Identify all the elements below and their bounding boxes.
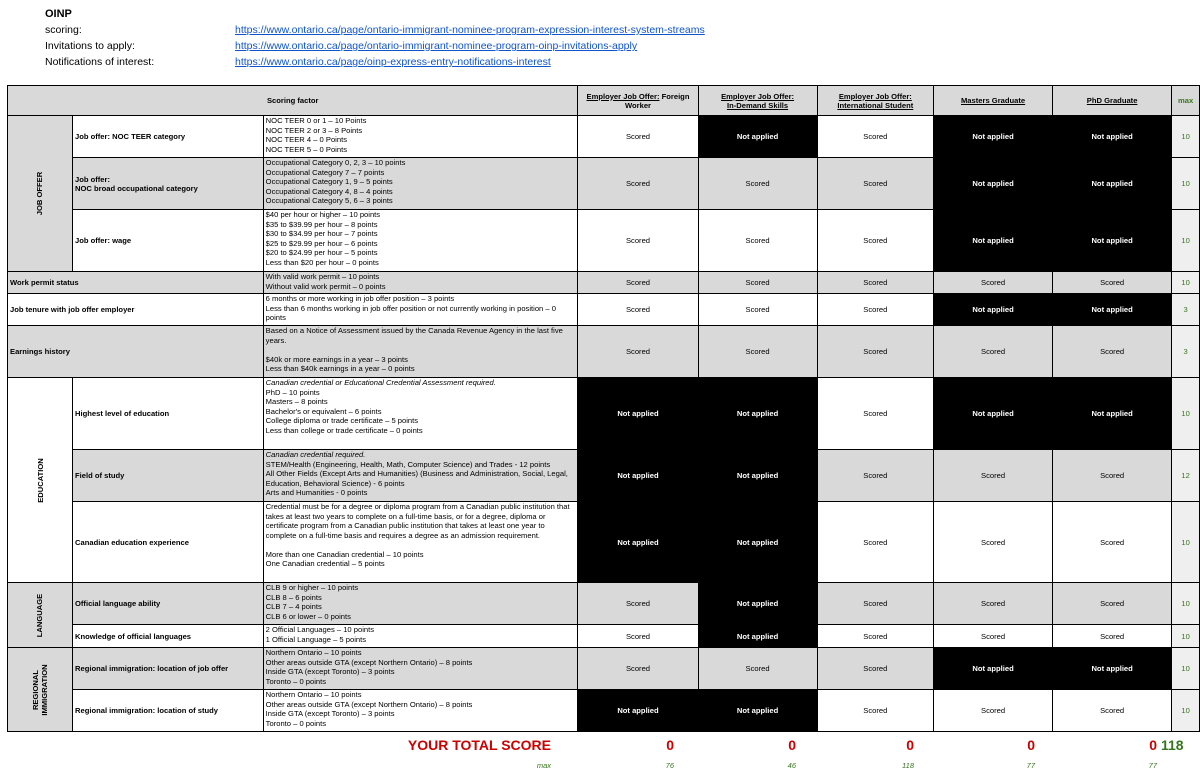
row-max: 3 bbox=[1172, 326, 1200, 378]
cell: Scored bbox=[817, 378, 933, 450]
cell: Not applied bbox=[698, 116, 817, 158]
row-max: 10 bbox=[1172, 210, 1200, 272]
cell: Not applied bbox=[934, 116, 1053, 158]
row-max: 12 bbox=[1172, 450, 1200, 502]
cell: Scored bbox=[817, 326, 933, 378]
cell: Not applied bbox=[578, 690, 698, 732]
cell: Not applied bbox=[934, 378, 1053, 450]
cell: Scored bbox=[934, 450, 1053, 502]
row-desc: With valid work permit – 10 points Without valid work permit – 0 points bbox=[263, 272, 578, 294]
cell: Scored bbox=[698, 326, 817, 378]
cell: Scored bbox=[578, 648, 698, 690]
row-note: Canadian credential required. bbox=[265, 450, 366, 459]
cell: Not applied bbox=[698, 502, 817, 583]
cell: Not applied bbox=[1053, 378, 1172, 450]
row-factor: Work permit status bbox=[8, 272, 264, 294]
table-row bbox=[8, 116, 1200, 158]
row-max: 3 bbox=[1172, 294, 1200, 326]
cell: Scored bbox=[934, 625, 1053, 648]
total-masters: 0 bbox=[1027, 737, 1035, 753]
cell: Scored bbox=[817, 502, 933, 583]
row-desc: Occupational Category 0, 2, 3 – 10 points Occupational Category 7 – 7 points Occupational Category 1, 9 – 5 points Occupational Category 4, 8 – 4 points Occupational Category 5, 6 – 3 points bbox=[263, 158, 578, 210]
cell: Not applied bbox=[1053, 210, 1172, 272]
col-foreign-worker: Employer Job Offer: Foreign Worker bbox=[578, 86, 698, 116]
row-desc: Canadian credential required. STEM/Health (Engineering, Health, Math, Computer Science) and Trades - 12 points All Other Fields (Except Arts and Humanities) (Business and Administration, Social, Legal, Education, Behavioral Science) - 6 points Arts and Humanities - 0 points bbox=[263, 450, 578, 502]
cell: Not applied bbox=[1053, 294, 1172, 326]
table-row bbox=[8, 294, 1200, 326]
total-max: 118 bbox=[1161, 737, 1184, 753]
notifications-link[interactable]: https://www.ontario.ca/page/oinp-express-entry-notifications-interest bbox=[235, 56, 551, 68]
cell: Scored bbox=[817, 583, 933, 625]
cell: Scored bbox=[817, 116, 933, 158]
cell: Not applied bbox=[698, 378, 817, 450]
row-desc: Northern Ontario – 10 points Other areas outside GTA (except Northern Ontario) – 8 points Inside GTA (except Toronto) – 3 points Toronto – 0 points bbox=[263, 648, 578, 690]
max-masters: 77 bbox=[1026, 761, 1035, 770]
cell: Scored bbox=[698, 210, 817, 272]
row-note: Canadian credential or Educational Credential Assessment required. bbox=[265, 378, 496, 387]
row-desc: 6 months or more working in job offer position – 3 points Less than 6 months working in job offer position or not currently working in position – 0 points bbox=[263, 294, 578, 326]
row-factor: Job tenure with job offer employer bbox=[8, 294, 264, 326]
row-desc: Credential must be for a degree or diploma program from a Canadian public institution that takes at least two years to complete on a full-time basis, or for a degree, diploma or certificate program from a Canadian public institution that takes at least one year to complete on a full-time basis and requires a degree as an admission requirement. More than one Canadian credential – 10 points One Canadian credential – 5 points bbox=[263, 502, 578, 583]
notifications-label: Notifications of interest: bbox=[45, 56, 155, 68]
row-max: 10 bbox=[1172, 648, 1200, 690]
row-max: 10 bbox=[1172, 625, 1200, 648]
invitations-label: Invitations to apply: bbox=[45, 40, 135, 52]
invitations-link[interactable]: https://www.ontario.ca/page/ontario-immigrant-nominee-program-oinp-invitations-apply bbox=[235, 40, 638, 52]
scoring-label: scoring: bbox=[45, 24, 82, 36]
row-factor: Knowledge of official languages bbox=[73, 625, 264, 648]
row-desc: Canadian credential or Educational Credential Assessment required. PhD – 10 points Masters – 8 points Bachelor's or equivalent – 6 points College diploma or trade certificate – 5 points Less than college or trade certificate – 0 points bbox=[263, 378, 578, 450]
row-factor: Job offer: NOC TEER category bbox=[73, 116, 264, 158]
row-max: 10 bbox=[1172, 116, 1200, 158]
cell: Scored bbox=[698, 158, 817, 210]
row-factor: Canadian education experience bbox=[73, 502, 264, 583]
sheet-title: OINP bbox=[45, 8, 72, 20]
table-row bbox=[8, 648, 1200, 690]
max-label: max bbox=[536, 761, 551, 770]
cell: Scored bbox=[817, 158, 933, 210]
max-foreign-worker: 76 bbox=[665, 761, 674, 770]
cell: Scored bbox=[698, 648, 817, 690]
row-max: 10 bbox=[1172, 158, 1200, 210]
col-international-student: Employer Job Offer: International Student bbox=[817, 86, 933, 116]
table-row bbox=[8, 272, 1200, 294]
row-factor: Official language ability bbox=[73, 583, 264, 625]
cell: Not applied bbox=[934, 648, 1053, 690]
cell: Not applied bbox=[578, 450, 698, 502]
row-factor: Field of study bbox=[73, 450, 264, 502]
cell: Not applied bbox=[698, 690, 817, 732]
row-factor: Regional immigration: location of job offer bbox=[73, 648, 264, 690]
scoring-table bbox=[7, 85, 1200, 732]
row-factor: Job offer: NOC broad occupational category bbox=[73, 158, 264, 210]
table-row bbox=[8, 690, 1200, 732]
cell: Scored bbox=[1053, 326, 1172, 378]
col-max: max bbox=[1172, 86, 1200, 116]
cell: Scored bbox=[578, 116, 698, 158]
cell: Scored bbox=[1053, 583, 1172, 625]
col-in-demand-skills: Employer Job Offer: In-Demand Skills bbox=[698, 86, 817, 116]
cell: Not applied bbox=[1053, 648, 1172, 690]
cell: Scored bbox=[578, 583, 698, 625]
cell: Scored bbox=[934, 502, 1053, 583]
row-desc: NOC TEER 0 or 1 – 10 Points NOC TEER 2 or 3 – 8 Points NOC TEER 4 – 0 Points NOC TEER 5 – 0 Points bbox=[263, 116, 578, 158]
row-desc: Based on a Notice of Assessment issued by the Canada Revenue Agency in the last five years. $40k or more earnings in a year – 3 points Less than $40k earnings in a year – 0 points bbox=[263, 326, 578, 378]
cell: Scored bbox=[578, 625, 698, 648]
total-foreign-worker: 0 bbox=[666, 737, 674, 753]
table-row bbox=[8, 502, 1200, 583]
row-factor: Regional immigration: location of study bbox=[73, 690, 264, 732]
scoring-link[interactable]: https://www.ontario.ca/page/ontario-immigrant-nominee-program-expression-interest-system-streams bbox=[235, 24, 705, 36]
cell: Not applied bbox=[578, 502, 698, 583]
cell: Scored bbox=[934, 272, 1053, 294]
row-factor: Job offer: wage bbox=[73, 210, 264, 272]
cell: Scored bbox=[578, 210, 698, 272]
row-max: 10 bbox=[1172, 272, 1200, 294]
row-max: 10 bbox=[1172, 502, 1200, 583]
group-job-offer: JOB OFFER bbox=[8, 116, 73, 272]
cell: Scored bbox=[1053, 690, 1172, 732]
row-desc: Northern Ontario – 10 points Other areas outside GTA (except Northern Ontario) – 8 points Inside GTA (except Toronto) – 3 points Toronto – 0 points bbox=[263, 690, 578, 732]
group-education: EDUCATION bbox=[8, 378, 73, 583]
table-row bbox=[8, 583, 1200, 625]
group-language: LANGUAGE bbox=[8, 583, 73, 648]
cell: Scored bbox=[578, 294, 698, 326]
row-factor: Highest level of education bbox=[73, 378, 264, 450]
cell: Not applied bbox=[1053, 116, 1172, 158]
cell: Scored bbox=[817, 210, 933, 272]
row-desc: 2 Official Languages – 10 points 1 Official Language – 5 points bbox=[263, 625, 578, 648]
cell: Scored bbox=[817, 625, 933, 648]
total-phd: 0 bbox=[1149, 737, 1157, 753]
row-desc: $40 per hour or higher – 10 points $35 to $39.99 per hour – 8 points $30 to $34.99 per hour – 7 points $25 to $29.99 per hour – 6 points $20 to $24.99 per hour – 5 points Less than $20 per hour – 0 points bbox=[263, 210, 578, 272]
cell: Scored bbox=[934, 583, 1053, 625]
total-score-label: YOUR TOTAL SCORE bbox=[407, 737, 551, 753]
cell: Scored bbox=[698, 294, 817, 326]
row-desc: CLB 9 or higher – 10 points CLB 8 – 6 points CLB 7 – 4 points CLB 6 or lower – 0 points bbox=[263, 583, 578, 625]
row-max: 10 bbox=[1172, 378, 1200, 450]
cell: Scored bbox=[698, 272, 817, 294]
table-row bbox=[8, 326, 1200, 378]
table-row bbox=[8, 625, 1200, 648]
max-in-demand-skills: 46 bbox=[787, 761, 796, 770]
table-row bbox=[8, 158, 1200, 210]
cell: Not applied bbox=[934, 210, 1053, 272]
cell: Not applied bbox=[698, 583, 817, 625]
table-row bbox=[8, 450, 1200, 502]
cell: Scored bbox=[1053, 502, 1172, 583]
cell: Scored bbox=[817, 690, 933, 732]
cell: Scored bbox=[817, 272, 933, 294]
total-in-demand-skills: 0 bbox=[788, 737, 796, 753]
cell: Not applied bbox=[698, 450, 817, 502]
cell: Scored bbox=[1053, 625, 1172, 648]
group-regional-immigration: REGIONAL IMMIGRATION bbox=[8, 648, 73, 732]
table-row bbox=[8, 378, 1200, 450]
cell: Scored bbox=[578, 272, 698, 294]
row-max: 10 bbox=[1172, 583, 1200, 625]
cell: Not applied bbox=[1053, 158, 1172, 210]
cell: Scored bbox=[817, 450, 933, 502]
cell: Not applied bbox=[698, 625, 817, 648]
max-international-student: 118 bbox=[902, 761, 914, 770]
cell: Not applied bbox=[578, 378, 698, 450]
cell: Not applied bbox=[934, 294, 1053, 326]
header-row bbox=[8, 86, 1200, 116]
cell: Scored bbox=[817, 294, 933, 326]
row-factor: Earnings history bbox=[8, 326, 264, 378]
cell: Scored bbox=[934, 690, 1053, 732]
cell: Scored bbox=[934, 326, 1053, 378]
cell: Scored bbox=[578, 158, 698, 210]
col-masters-graduate: Masters Graduate bbox=[934, 86, 1053, 116]
max-phd: 77 bbox=[1148, 761, 1157, 770]
cell: Scored bbox=[1053, 272, 1172, 294]
cell: Scored bbox=[817, 648, 933, 690]
col-scoring-factor: Scoring factor bbox=[8, 86, 578, 116]
total-international-student: 0 bbox=[906, 737, 914, 753]
table-row bbox=[8, 210, 1200, 272]
row-max: 10 bbox=[1172, 690, 1200, 732]
cell: Not applied bbox=[934, 158, 1053, 210]
col-phd-graduate: PhD Graduate bbox=[1053, 86, 1172, 116]
cell: Scored bbox=[578, 326, 698, 378]
cell: Scored bbox=[1053, 450, 1172, 502]
